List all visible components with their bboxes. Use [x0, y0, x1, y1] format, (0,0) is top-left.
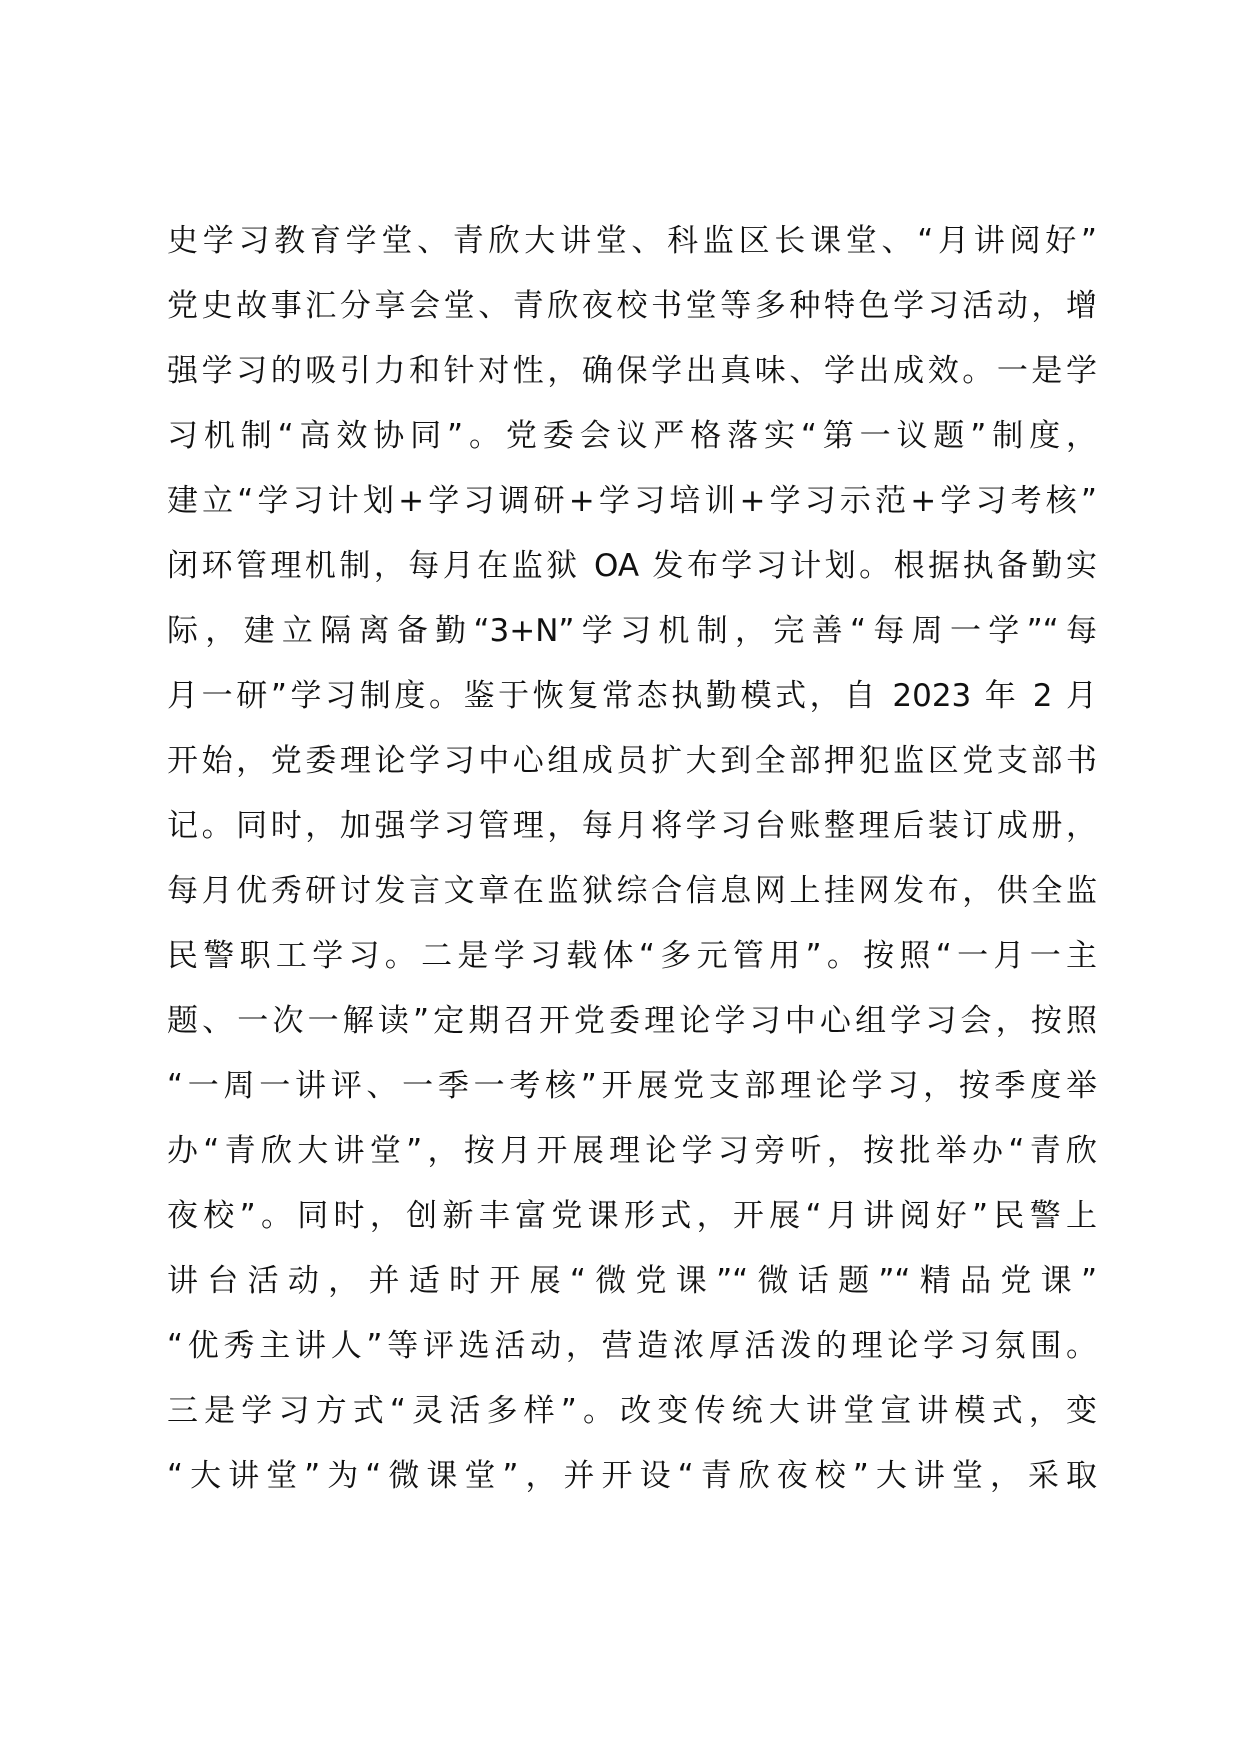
text-line: 际，建立隔离备勤“3+N”学习机制，完善“每周一学”“每	[167, 613, 1097, 649]
text-line: 民警职工学习。二是学习载体“多元管用”。按照“一月一主	[167, 938, 1097, 974]
body-paragraph	[167, 209, 1097, 1509]
text-line: 闭环管理机制，每月在监狱 OA 发布学习计划。根据执备勤实	[167, 548, 1097, 584]
text-line: 办“青欣大讲堂”，按月开展理论学习旁听，按批举办“青欣	[167, 1133, 1097, 1169]
text-line: 建立“学习计划+学习调研+学习培训+学习示范+学习考核”	[167, 483, 1097, 519]
text-line: 党史故事汇分享会堂、青欣夜校书堂等多种特色学习活动，增	[167, 288, 1097, 324]
text-line: 每月优秀研讨发言文章在监狱综合信息网上挂网发布，供全监	[167, 873, 1097, 909]
text-line: 三是学习方式“灵活多样”。改变传统大讲堂宣讲模式，变	[167, 1393, 1097, 1429]
text-line: 讲台活动，并适时开展“微党课”“微话题”“精品党课”	[167, 1263, 1097, 1299]
text-line: “一周一讲评、一季一考核”开展党支部理论学习，按季度举	[167, 1068, 1097, 1104]
text-line: 记。同时，加强学习管理，每月将学习台账整理后装订成册，	[167, 808, 1097, 844]
text-line: 强学习的吸引力和针对性，确保学出真味、学出成效。一是学	[167, 353, 1097, 389]
text-line: 题、一次一解读”定期召开党委理论学习中心组学习会，按照	[167, 1003, 1097, 1039]
text-line: 习机制“高效协同”。党委会议严格落实“第一议题”制度，	[167, 418, 1097, 454]
text-line: “优秀主讲人”等评选活动，营造浓厚活泼的理论学习氛围。	[167, 1328, 1097, 1364]
text-line: 月一研”学习制度。鉴于恢复常态执勤模式，自 2023 年 2 月	[167, 678, 1097, 714]
text-line: “大讲堂”为“微课堂”，并开设“青欣夜校”大讲堂，采取	[167, 1458, 1097, 1494]
text-line: 夜校”。同时，创新丰富党课形式，开展“月讲阅好”民警上	[167, 1198, 1097, 1234]
text-line: 史学习教育学堂、青欣大讲堂、科监区长课堂、“月讲阅好”	[167, 223, 1097, 259]
text-line: 开始，党委理论学习中心组成员扩大到全部押犯监区党支部书	[167, 743, 1097, 779]
